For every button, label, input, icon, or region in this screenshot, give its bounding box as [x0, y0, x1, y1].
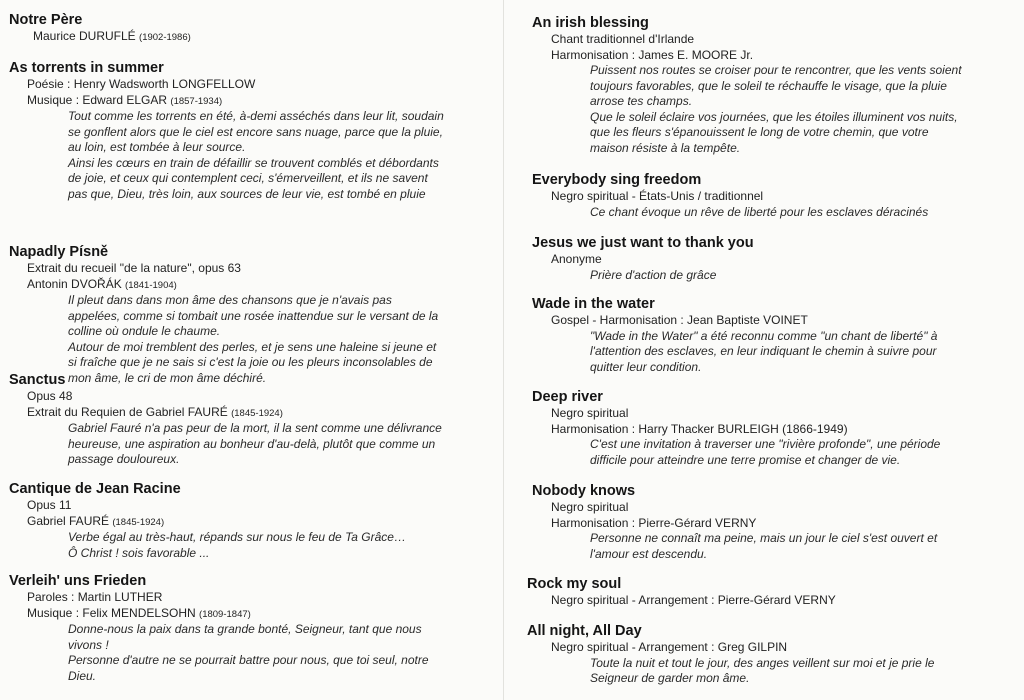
credit-text: Musique : Edward ELGAR: [27, 92, 171, 107]
piece-title: Jesus we just want to thank you: [532, 235, 754, 251]
piece-description-line: Tout comme les torrents en été, à-demi asséchés dans leur lit, soudain: [68, 109, 444, 123]
piece-credit: [520, 640, 1020, 656]
piece-description-line: Toute la nuit et tout le jour, des anges veillent sur moi et je prie le: [590, 655, 935, 670]
piece-description-line: colline où ondule le chaume.: [68, 324, 221, 339]
credit-text: Extrait du recueil "de la nature", opus 63: [27, 261, 241, 275]
piece-description-line: "Wade in the Water" a été reconnu comme "un chant de liberté" à: [590, 328, 938, 343]
piece-description-line: maison résiste à la tempête.: [590, 140, 741, 155]
piece-verleih-uns-frieden: [0, 573, 500, 684]
piece-credit: [0, 277, 500, 294]
credit-text: Anonyme: [551, 252, 602, 266]
piece-credit: [520, 406, 1020, 422]
piece-description-line: passage douloureux.: [68, 452, 180, 467]
piece-title: Napadly Písně: [9, 244, 109, 260]
credit-text: Antonin DVOŘÁK: [27, 276, 126, 291]
piece-title: Deep river: [532, 389, 603, 405]
piece-description-line: se gonflent alors que le ciel est encore sans nuage, parce que la pluie,: [68, 124, 443, 139]
piece-credit: [0, 590, 500, 606]
piece-credit: [0, 77, 500, 93]
piece-credit: [520, 422, 1020, 438]
piece-credit: [0, 405, 500, 422]
credit-text: Gospel - Harmonisation : Jean Baptiste VOINET: [551, 313, 808, 327]
piece-title: An irish blessing: [532, 15, 649, 31]
credit-text: Poésie : Henry Wadsworth LONGFELLOW: [27, 77, 256, 91]
composer-dates: (1845-1924): [231, 407, 283, 419]
piece-description-line: Dieu.: [68, 668, 97, 683]
piece-credit: [0, 93, 500, 110]
page-fold-divider: [503, 0, 504, 700]
piece-description-line: Ô Christ ! sois favorable ...: [68, 545, 210, 560]
piece-description-line: si fraîche que je ne sais si c'est la joie ou les pleurs inconsolables de: [68, 355, 433, 370]
piece-credit: [0, 389, 500, 405]
piece-credit: [0, 606, 500, 623]
piece-wade-in-the-water: [520, 296, 1020, 375]
piece-title: As torrents in summer: [9, 60, 164, 76]
composer-dates: (1845-1924): [112, 516, 165, 528]
composer-dates: (1902-1986): [139, 32, 191, 43]
credit-text: Harmonisation : Pierre-Gérard VERNY: [551, 515, 757, 530]
piece-credit: [0, 498, 500, 514]
piece-everybody-sing-freedom: [520, 172, 1020, 220]
composer-dates: (1841-1904): [125, 279, 177, 291]
piece-credit: [520, 593, 1020, 609]
piece-credit: [0, 261, 500, 277]
piece-title: Wade in the water: [532, 296, 655, 312]
piece-description-line: Il pleut dans dans mon âme des chansons que je n'avais pas: [68, 293, 392, 307]
piece-credit: [520, 313, 1020, 329]
credit-text: Opus 48: [27, 389, 73, 403]
piece-credit: [520, 189, 1020, 205]
credit-text: Harmonisation : Harry Thacker BURLEIGH (1866-1949): [551, 421, 848, 436]
piece-description-line: Verbe égal au très-haut, répands sur nous le feu de Ta Grâce…: [68, 530, 406, 544]
piece-description-line: Autour de moi tremblent des perles, et je sens une haleine si jeune et: [68, 339, 437, 354]
credit-text: Negro spiritual: [551, 406, 629, 420]
piece-description-line: Seigneur de garder mon âme.: [590, 671, 750, 686]
credit-text: Gabriel FAURÉ: [27, 513, 113, 528]
composer-dates: (1809-1847): [199, 608, 251, 620]
piece-title: All night, All Day: [527, 623, 642, 639]
piece-description-line: Ainsi les cœurs en train de défaillir se trouvent comblés et débordants: [68, 155, 439, 170]
credit-text: Paroles : Martin LUTHER: [27, 590, 163, 604]
credit-text: Musique : Felix MENDELSOHN: [27, 605, 200, 620]
piece-credit: [520, 516, 1020, 532]
piece-description-line: Personne ne connaît ma peine, mais un jour le ciel s'est ouvert et: [590, 531, 938, 545]
piece-credit: [520, 252, 1020, 268]
piece-sanctus: [0, 372, 500, 468]
piece-description-line: difficile pour atteindre une terre promise et changer de vie.: [590, 452, 901, 467]
piece-title: Notre Père: [9, 12, 83, 28]
piece-credit: [0, 514, 500, 531]
composer-dates: (1857-1934): [170, 95, 223, 107]
credit-text: Negro spiritual - Arrangement : Greg GILPIN: [551, 640, 788, 654]
piece-description-line: Donne-nous la paix dans ta grande bonté, Seigneur, tant que nous: [68, 622, 422, 636]
piece-description-line: heureuse, une aspiration au bonheur d'au-delà, plutôt que comme un: [68, 436, 436, 451]
piece-description-line: Ce chant évoque un rêve de liberté pour les esclaves déracinés: [590, 204, 929, 219]
piece-an-irish-blessing: [520, 15, 1020, 157]
piece-notre-pere: [0, 12, 500, 46]
credit-text: Extrait du Requien de Gabriel FAURÉ: [27, 404, 232, 419]
piece-title: Nobody knows: [532, 483, 636, 499]
piece-description-line: l'attention des esclaves, en leur indiquant le chemin à suivre pour: [590, 344, 937, 359]
piece-description-line: appelées, comme si tombait une rosée inattendue sur le versant de la: [68, 308, 439, 323]
piece-all-night-all-day: [520, 623, 1020, 687]
piece-napadly-pisne: [0, 244, 500, 387]
piece-description-line: de joie, et ceux qui contemplent ceci, s'émerveillent, et ils ne savent: [68, 171, 428, 186]
piece-credit: [520, 48, 1020, 64]
piece-description-line: vivons !: [68, 637, 109, 652]
piece-title: Cantique de Jean Racine: [9, 481, 181, 497]
credit-text: Negro spiritual: [551, 500, 629, 514]
piece-description-line: mon âme, le cri de mon âme déchiré.: [68, 370, 267, 385]
piece-title: Everybody sing freedom: [532, 172, 702, 188]
credit-text: Opus 11: [27, 498, 72, 512]
credit-text: Maurice DURUFLÉ: [33, 29, 140, 43]
piece-description-line: l'amour est descendu.: [590, 546, 708, 561]
piece-nobody-knows: [520, 483, 1020, 562]
piece-credit: [520, 500, 1020, 516]
piece-title: Rock my soul: [527, 576, 622, 592]
piece-credit: [520, 32, 1020, 48]
piece-jesus-we-just-want-to-thank-you: [520, 235, 1020, 283]
piece-description-line: Prière d'action de grâce: [590, 267, 717, 282]
piece-description-line: au loin, est tombée à leur source.: [68, 140, 246, 155]
piece-description-line: Gabriel Fauré n'a pas peur de la mort, il la sent comme une délivrance: [68, 421, 442, 435]
piece-rock-my-soul: [520, 576, 1020, 609]
credit-text: Harmonisation : James E. MOORE Jr.: [551, 47, 754, 62]
piece-deep-river: [520, 389, 1020, 468]
piece-description-line: Personne d'autre ne se pourrait battre pour nous, que toi seul, notre: [68, 653, 429, 668]
piece-description-line: Puissent nos routes se croiser pour te rencontrer, que les vents soient: [590, 63, 962, 77]
piece-as-torrents-in-summer: [0, 60, 500, 203]
piece-description-line: quitter leur condition.: [590, 359, 702, 374]
piece-title: Sanctus: [9, 372, 66, 388]
piece-title: Verleih' uns Frieden: [9, 573, 147, 589]
credit-text: Negro spiritual - Arrangement : Pierre-Gérard VERNY: [551, 593, 836, 607]
piece-description-line: arrose tes champs.: [590, 94, 693, 109]
piece-description-line: pas que, Dieu, très loin, aux sources de leur vie, est tombé en pluie: [68, 186, 426, 201]
credit-text: Chant traditionnel d'Irlande: [551, 32, 695, 46]
piece-description-line: C'est une invitation à traverser une "rivière profonde", une période: [590, 437, 941, 451]
piece-credit: [0, 29, 500, 46]
piece-description-line: que les fleurs s'épanouissent le long de votre chemin, que votre: [590, 125, 929, 140]
piece-cantique-de-jean-racine: [0, 481, 500, 561]
piece-description-line: Que le soleil éclaire vos journées, que les étoiles illuminent vos nuits,: [590, 109, 958, 124]
credit-text: Negro spiritual - États-Unis / traditionnel: [551, 189, 764, 203]
piece-description-line: toujours favorables, que le soleil te réchauffe le visage, que la pluie: [590, 78, 947, 93]
